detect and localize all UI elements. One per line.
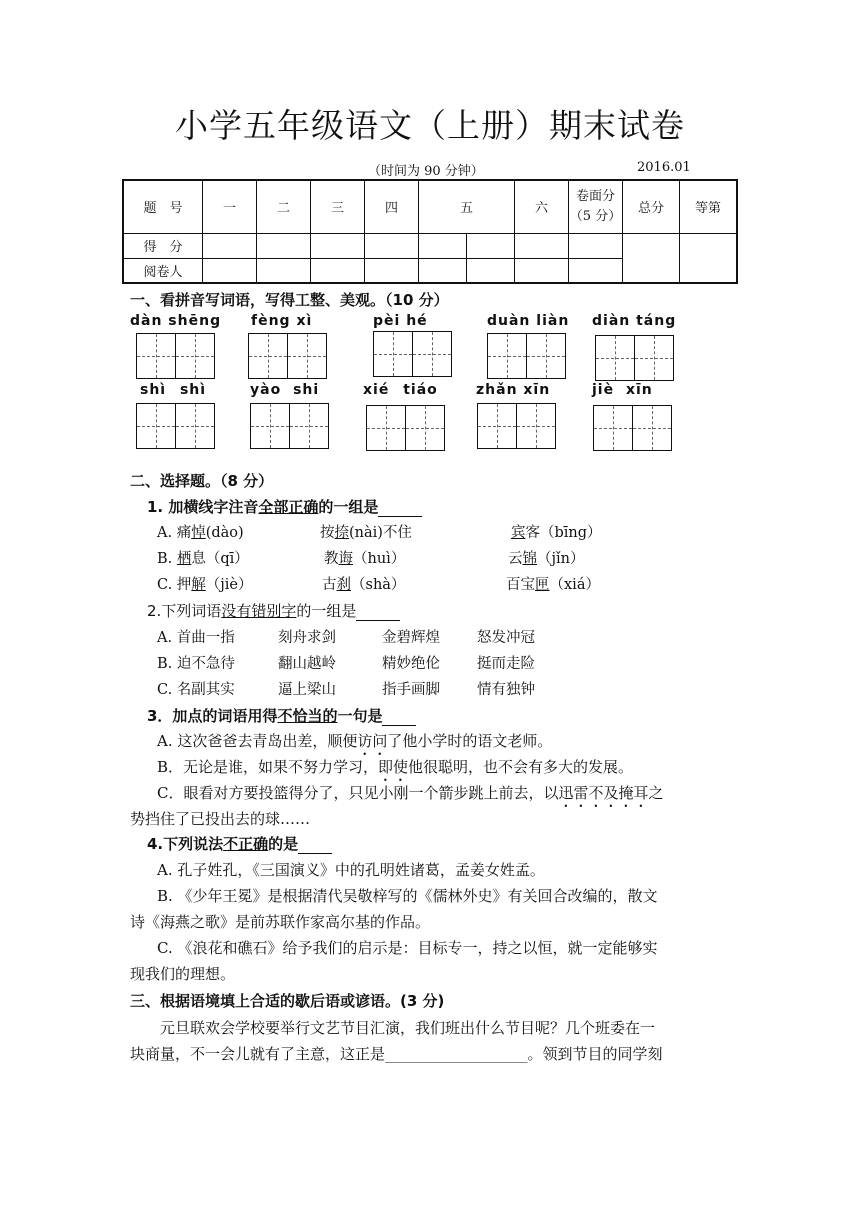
q1-option-c: C. 押解（jiè） <box>157 577 253 593</box>
q1-stem: 1. 加横线字注音全部正确的一组是 <box>147 496 422 517</box>
section2-heading: 二、选择题。（8 分） <box>130 472 274 490</box>
q2-option-b-4: 挺而走险 <box>477 656 535 672</box>
q3-option-c: C．眼看对方要投篮得分了，只见小刚一个箭步跳上前去，以迅雷不及掩耳之 <box>157 784 664 802</box>
q2-option-b: B. 迫不急待 <box>157 656 235 672</box>
score-header-label: 题 号 <box>123 180 203 233</box>
writing-grid-10[interactable] <box>593 405 672 451</box>
exam-date: 2016.01 <box>637 160 691 175</box>
q2-option-c-4: 情有独钟 <box>477 682 535 698</box>
q3-option-b: B．无论是谁，如果不努力学习，即使他很聪明，也不会有多大的发展。 <box>157 758 634 776</box>
q1-option-c-2: 古刹（shà） <box>322 577 406 593</box>
q4-stem: 4.下列说法不正确的是 <box>147 833 332 854</box>
q2-option-b-3: 精妙绝伦 <box>382 656 440 672</box>
score-row-label: 得 分 <box>123 233 203 258</box>
q4-option-a: A. 孔子姓孔，《三国演义》中的孔明姓诸葛，孟姜女姓孟。 <box>157 861 545 879</box>
section1-heading: 一、看拼音写词语，写得工整、美观。（10 分） <box>130 291 449 309</box>
q2-option-c-3: 指手画脚 <box>382 682 440 698</box>
score-header-total: 总分 <box>623 180 680 233</box>
score-header-5: 五 <box>419 180 515 233</box>
q1-option-a-3: 宾客（bīng） <box>511 525 602 541</box>
score-header-4: 四 <box>365 180 419 233</box>
q1-option-a-2: 按捺(nài)不住 <box>320 525 412 541</box>
q3-option-a: A. 这次爸爸去青岛出差，顺便访问了他小学时的语文老师。 <box>157 732 553 750</box>
q2-option-a-4: 怒发冲冠 <box>477 630 535 646</box>
grader-row-label: 阅卷人 <box>123 258 203 283</box>
writing-grid-5[interactable] <box>595 335 674 381</box>
score-header-1: 一 <box>203 180 257 233</box>
q3-option-c-cont: 势挡住了已投出去的球…… <box>130 810 311 828</box>
proverb-blank[interactable]: ___________________ <box>385 1045 528 1063</box>
time-note: （时间为 90 分钟） <box>368 164 484 179</box>
pinyin-3: pèi hé <box>373 313 428 329</box>
q2-option-c: C. 名副其实 <box>157 682 235 698</box>
appearance-label: 卷面分 <box>575 188 615 204</box>
q2-option-b-2: 翻山越岭 <box>278 656 336 672</box>
writing-grid-8[interactable] <box>366 405 445 451</box>
writing-grid-9[interactable] <box>477 403 556 449</box>
score-header-3: 三 <box>311 180 365 233</box>
q1-option-b-3: 云锦（jǐn） <box>508 551 585 567</box>
q1-option-b-2: 教诲（huì） <box>324 551 406 567</box>
pinyin-6: shì shì <box>140 382 207 398</box>
score-table <box>122 179 738 284</box>
writing-grid-4[interactable] <box>487 333 566 379</box>
page-title: 小学五年级语文（上册）期末试卷 <box>175 106 685 145</box>
writing-grid-6[interactable] <box>136 403 215 449</box>
q1-option-a: A. 痛悼(dào) <box>157 525 244 541</box>
q4-option-b: B. 《少年王冕》是根据清代吴敬梓写的《儒林外史》有关回合改编的，散文 <box>157 887 658 905</box>
pinyin-1: dàn shēng <box>130 313 222 329</box>
grade-cell <box>680 233 738 283</box>
pinyin-10: jiè xīn <box>592 382 653 398</box>
pinyin-8: xié tiáo <box>363 382 438 398</box>
q1-option-b: B. 栖息（qī） <box>157 551 249 567</box>
q2-option-a-2: 刻舟求剑 <box>278 630 336 646</box>
q2-option-a-3: 金碧辉煌 <box>382 630 440 646</box>
section3-paragraph-1: 元旦联欢会学校要举行文艺节目汇演，我们班出什么节目呢？几个班委在一 <box>160 1019 656 1037</box>
q2-option-a: A. 首曲一指 <box>157 630 235 646</box>
q4-option-c-cont: 现我们的理想。 <box>130 965 236 983</box>
pinyin-7: yào shi <box>250 382 320 398</box>
q2-option-c-2: 逼上梁山 <box>278 682 336 698</box>
q4-option-c: C. 《浪花和礁石》给予我们的启示是：目标专一，持之以恒，就一定能够实 <box>157 939 658 957</box>
pinyin-9: zhǎn xīn <box>476 382 551 398</box>
q2-stem: 2.下列词语没有错别字的一组是 <box>147 600 400 621</box>
score-header-grade: 等第 <box>680 180 738 233</box>
writing-grid-2[interactable] <box>248 333 327 379</box>
score-header-appearance <box>569 180 623 233</box>
writing-grid-3[interactable] <box>373 331 452 377</box>
total-score-cell <box>623 233 680 283</box>
pinyin-2: fèng xì <box>251 313 313 329</box>
score-header-2: 二 <box>257 180 311 233</box>
pinyin-5: diàn táng <box>592 313 677 329</box>
writing-grid-1[interactable] <box>136 333 215 379</box>
q4-option-b-cont: 诗《海燕之歌》是前苏联作家高尔基的作品。 <box>130 913 431 931</box>
pinyin-4: duàn liàn <box>487 313 570 329</box>
appearance-points: （5 分） <box>569 208 622 224</box>
q3-stem: 3．加点的词语用得不恰当的一句是 <box>147 705 416 726</box>
writing-grid-7[interactable] <box>250 403 329 449</box>
section3-paragraph-2: 块商量，不一会儿就有了主意，这正是___________________。领到节目的同学刻 <box>130 1045 663 1063</box>
section3-heading: 三、根据语境填上合适的歇后语或谚语。(3 分) <box>130 992 445 1010</box>
q1-option-c-3: 百宝匣（xiá） <box>506 577 600 593</box>
score-header-6: 六 <box>515 180 569 233</box>
